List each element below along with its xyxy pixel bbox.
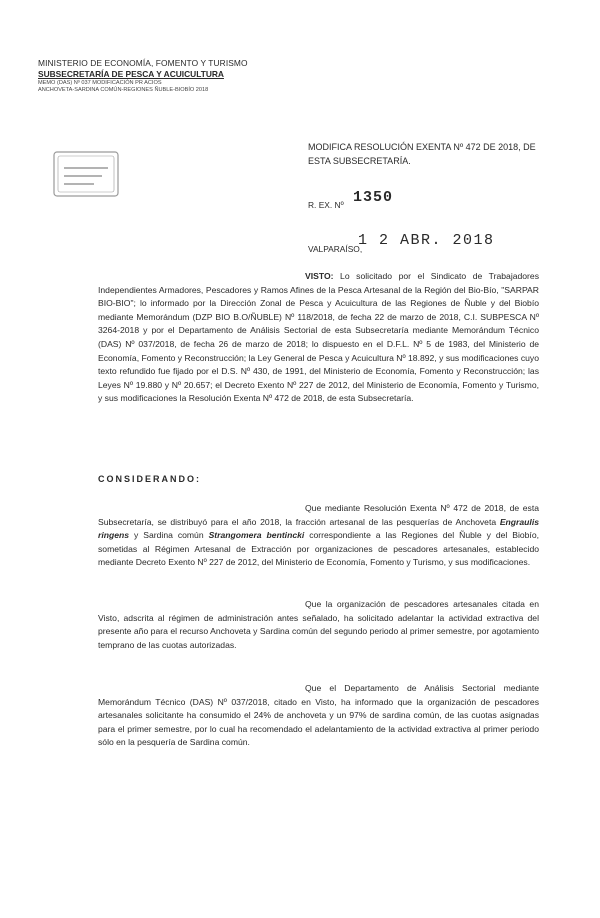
considerando-heading: CONSIDERANDO: bbox=[98, 474, 202, 484]
species-sardina: Strangomera bentincki bbox=[208, 530, 305, 541]
resolution-subject: MODIFICA RESOLUCIÓN EXENTA Nº 472 DE 2018, DE ESTA SUBSECRETARÍA. bbox=[308, 142, 536, 166]
memo-reference: MEMO (DAS) Nº 037 MODIFICACIÓN PR ACIOS bbox=[38, 80, 162, 86]
memo-subject: ANCHOVETA-SARDINA COMÚN-REGIONES ÑUBLE-BIOBÍO 2018 bbox=[38, 87, 209, 93]
c1-text-a: Que mediante Resolución Exenta Nº 472 de 2018, de esta Subsecretaría, se distribuyó para el año 2018, la fracción artesanal de las pesquerías de Anchoveta bbox=[98, 503, 539, 527]
species-anchoveta: Engraulis ringens bbox=[98, 516, 539, 541]
visto-text: Lo solicitado por el Sindicato de Trabajadores Independientes Armadores, Pescadores y Ramos Afines de la Pesca Artesanal de la Región del Bio-Bío, "SARPAR BIO-BIO"; lo informado por la Dirección Zonal de Pesca y Acuicultura de las Regiones de Ñuble y del Biobío mediante Memorándum (DZP BIO B.O/ÑUBLE) Nº 118/2018, de fecha 22 de marzo de 2018, C.I. SUBPESCA Nº 3264-2018 y por el Departamento de Análisis Sectorial de esta Subsecretaría mediante Memorándum Técnico (DAS) Nº 037/2018, de fecha 26 de marzo de 2018; lo dispuesto en el D.F.L. Nº 5 de 1983, del Ministerio de Economía, Fomento y Reconstrucción; la Ley General de Pesca y Acuicultura Nº 18.892, y sus modificaciones cuyo texto refundido fue fijado por el D.S. Nº 430, de 1991, del Ministerio de Economía, Fomento y Reconstrucción; las Leyes Nº 19.880 y Nº 20.657; el Decreto Exento Nº 227 de 2012, del Ministerio de Economía, Fomento y Turismo, y sus modificaciones la Resolución Exenta Nº 472 de 2018, de esta Subsecretaría. bbox=[98, 271, 539, 404]
issue-city: VALPARAÍSO, bbox=[308, 244, 363, 254]
official-stamp-icon bbox=[50, 146, 122, 204]
undersecretariat-name: SUBSECRETARÍA DE PESCA Y ACUICULTURA bbox=[38, 69, 224, 79]
letterhead bbox=[38, 58, 268, 93]
visto-paragraph bbox=[98, 270, 539, 406]
ministry-name: MINISTERIO DE ECONOMÍA, FOMENTO Y TURISMO bbox=[38, 58, 248, 68]
considerando-paragraph-3: Que el Departamento de Análisis Sectorial mediante Memorándum Técnico (DAS) Nº 037/2018, citado en Visto, ha informado que la organización de pescadores artesanales solicitante ha consumido el 24% de anchoveta y un 97% de sardina común, de las cuotas asignadas para el primer semestre, por lo cual ha recomendado el adelantamiento de la actividad extractiva al primer periodo sólo en la pesquería de Sardina común. bbox=[98, 683, 539, 748]
considerando-paragraph-2: Que la organización de pescadores artesanales citada en Visto, adscrita al régimen de administración antes señalado, ha solicitado adelantar la actividad extractiva del presente año para el recurso Anchoveta y Sardina común del segundo periodo al primer semestre, por agotamiento temprano de las cuotas autorizadas. bbox=[98, 599, 539, 650]
resolution-number-label: R. EX. Nº bbox=[308, 200, 344, 210]
c1-text-c: correspondiente a las Regiones del Ñuble y del Biobío, sometidas al Régimen Artesanal de Extracción por organizaciones de pescadores artesanales, establecido mediante Decreto Exento Nº 227 de 2012, del Ministerio de Economía, Fomento y Turismo, y sus modificaciones. bbox=[98, 530, 539, 568]
c1-text-b: y Sardina común bbox=[129, 530, 209, 541]
considerando-paragraph-1 bbox=[98, 502, 539, 570]
visto-label: VISTO: bbox=[305, 271, 334, 281]
issue-date: 1 2 ABR. 2018 bbox=[358, 232, 495, 249]
resolution-number: 1350 bbox=[353, 189, 394, 206]
